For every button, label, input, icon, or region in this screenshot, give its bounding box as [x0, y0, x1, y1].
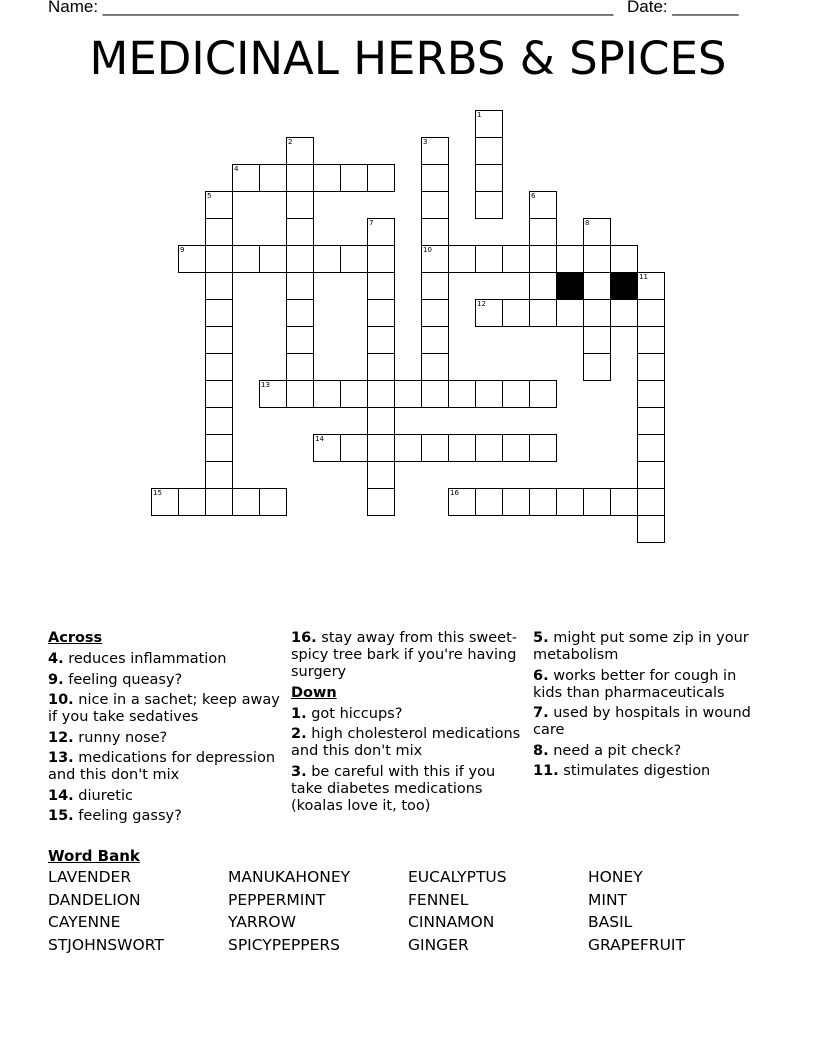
grid-cell[interactable] [286, 299, 314, 327]
grid-cell[interactable] [205, 218, 233, 246]
clue-across-16: 16. stay away from this sweet-spicy tree bark if you're having surgery [291, 630, 518, 680]
grid-cell[interactable] [583, 272, 611, 300]
word-bank-item: EUCALYPTUS [408, 868, 507, 886]
grid-cell[interactable] [637, 434, 665, 462]
word-bank-item: FENNEL [408, 890, 469, 909]
grid-cell[interactable] [232, 245, 260, 273]
word-bank-item: HONEY [588, 868, 643, 886]
grid-cell[interactable] [637, 353, 665, 381]
grid-cell[interactable] [475, 299, 503, 327]
word-bank-item: YARROW [228, 913, 296, 931]
grid-cell[interactable] [583, 326, 611, 354]
grid-cell[interactable] [556, 488, 584, 516]
clue-across-9: 9. feeling queasy? [48, 671, 183, 688]
grid-cell[interactable] [448, 245, 476, 273]
grid-cell[interactable] [286, 272, 314, 300]
grid-cell[interactable] [421, 353, 449, 381]
blocked-cell [610, 272, 638, 300]
date-field-label: Date: _______ [627, 0, 739, 16]
grid-cell[interactable] [475, 164, 503, 192]
clue-across-10: 10. nice in a sachet; keep away if you take sedatives [48, 692, 280, 725]
grid-cell[interactable] [421, 272, 449, 300]
clue-across-12: 12. runny nose? [48, 729, 168, 746]
grid-cell[interactable] [556, 245, 584, 273]
grid-cell[interactable] [448, 488, 476, 516]
grid-cell[interactable] [502, 434, 530, 462]
grid-cell[interactable] [205, 488, 233, 516]
word-bank-item: BASIL [588, 913, 633, 931]
grid-cell[interactable] [313, 434, 341, 462]
grid-cell[interactable] [286, 353, 314, 381]
grid-cell[interactable] [475, 488, 503, 516]
word-bank-item: PEPPERMINT [228, 890, 326, 909]
cell-number: 11 [639, 273, 648, 281]
word-bank-title: Word Bank [48, 847, 140, 865]
clue-column-2 [291, 630, 526, 818]
clue-down-7: 7. used by hospitals in wound care [533, 705, 751, 738]
grid-cell[interactable] [367, 434, 395, 462]
cell-number: 15 [153, 489, 162, 497]
clue-across-14: 14. diuretic [48, 787, 133, 804]
grid-cell[interactable] [367, 353, 395, 381]
grid-cell[interactable] [421, 299, 449, 327]
grid-cell[interactable] [313, 245, 341, 273]
grid-cell[interactable] [340, 245, 368, 273]
grid-cell[interactable] [475, 434, 503, 462]
grid-cell[interactable] [367, 326, 395, 354]
grid-cell[interactable] [259, 380, 287, 408]
grid-cell[interactable] [286, 164, 314, 192]
grid-cell[interactable] [637, 461, 665, 489]
page-title: MEDICINAL HERBS & SPICES [89, 32, 727, 85]
grid-cell[interactable] [259, 245, 287, 273]
grid-cell[interactable] [205, 380, 233, 408]
grid-cell[interactable] [475, 245, 503, 273]
grid-cell[interactable] [421, 164, 449, 192]
cell-number: 8 [585, 219, 590, 227]
grid-cell[interactable] [286, 380, 314, 408]
grid-cell[interactable] [313, 380, 341, 408]
cell-number: 9 [180, 246, 185, 254]
word-bank-item: GINGER [408, 935, 469, 954]
grid-cell[interactable] [394, 434, 422, 462]
grid-cell[interactable] [286, 137, 314, 165]
across-heading: Across [48, 630, 103, 646]
grid-cell[interactable] [394, 380, 422, 408]
cell-number: 6 [531, 192, 536, 200]
blocked-cell [556, 272, 584, 300]
cell-number: 16 [450, 489, 459, 497]
grid-cell[interactable] [205, 434, 233, 462]
grid-cell[interactable] [502, 245, 530, 273]
cell-number: 12 [477, 300, 486, 308]
word-bank-item: STJOHNSWORT [48, 935, 164, 954]
grid-cell[interactable] [286, 326, 314, 354]
clue-down-8: 8. need a pit check? [533, 742, 682, 759]
word-bank-item: CINNAMON [408, 913, 495, 931]
grid-cell[interactable] [583, 353, 611, 381]
grid-cell[interactable] [205, 407, 233, 435]
grid-cell[interactable] [529, 245, 557, 273]
grid-cell[interactable] [529, 488, 557, 516]
grid-cell[interactable] [367, 164, 395, 192]
cell-number: 1 [477, 111, 482, 119]
grid-cell[interactable] [178, 488, 206, 516]
grid-cell[interactable] [367, 272, 395, 300]
grid-cell[interactable] [637, 515, 665, 543]
grid-cell[interactable] [475, 137, 503, 165]
grid-cell[interactable] [421, 434, 449, 462]
grid-cell[interactable] [502, 380, 530, 408]
grid-cell[interactable] [367, 218, 395, 246]
grid-cell[interactable] [205, 326, 233, 354]
grid-cell[interactable] [232, 164, 260, 192]
grid-cell[interactable] [610, 299, 638, 327]
grid-cell[interactable] [421, 218, 449, 246]
grid-cell[interactable] [475, 191, 503, 219]
grid-cell[interactable] [583, 218, 611, 246]
cell-number: 4 [234, 165, 239, 173]
cell-number: 10 [423, 246, 432, 254]
word-bank-item: SPICYPEPPERS [228, 935, 341, 954]
grid-cell[interactable] [475, 380, 503, 408]
grid-cell[interactable] [529, 434, 557, 462]
grid-cell[interactable] [529, 380, 557, 408]
grid-cell[interactable] [340, 434, 368, 462]
cell-number: 3 [423, 138, 428, 146]
grid-cell[interactable] [151, 488, 179, 516]
grid-cell[interactable] [367, 407, 395, 435]
grid-cell[interactable] [448, 434, 476, 462]
grid-cell[interactable] [502, 488, 530, 516]
grid-cell[interactable] [529, 272, 557, 300]
clue-across-15: 15. feeling gassy? [48, 808, 182, 824]
grid-cell[interactable] [529, 299, 557, 327]
grid-cell[interactable] [529, 191, 557, 219]
grid-cell[interactable] [556, 299, 584, 327]
grid-cell[interactable] [610, 245, 638, 273]
grid-cell[interactable] [367, 488, 395, 516]
grid-cell[interactable] [259, 164, 287, 192]
grid-cell[interactable] [205, 245, 233, 273]
grid-cell[interactable] [637, 272, 665, 300]
grid-cell[interactable] [205, 299, 233, 327]
grid-cell[interactable] [529, 218, 557, 246]
word-bank-item: MINT [588, 890, 628, 909]
grid-cell[interactable] [286, 218, 314, 246]
grid-cell[interactable] [313, 164, 341, 192]
grid-cell[interactable] [583, 299, 611, 327]
grid-cell[interactable] [421, 137, 449, 165]
clue-column-1 [48, 630, 283, 829]
word-bank-item: GRAPEFRUIT [588, 935, 685, 954]
grid-cell[interactable] [286, 191, 314, 219]
grid-cell[interactable] [637, 407, 665, 435]
clue-down-2: 2. high cholesterol medications and this don't mix [291, 726, 521, 759]
grid-cell[interactable] [502, 299, 530, 327]
grid-cell[interactable] [421, 245, 449, 273]
clue-across-13: 13. medications for depression and this don't mix [48, 750, 276, 783]
grid-cell[interactable] [340, 164, 368, 192]
word-bank-item: MANUKAHONEY [228, 868, 351, 886]
grid-cell[interactable] [367, 461, 395, 489]
grid-cell[interactable] [637, 380, 665, 408]
clue-down-5: 5. might put some zip in your metabolism [533, 630, 749, 663]
grid-cell[interactable] [421, 380, 449, 408]
cell-number: 14 [315, 435, 324, 443]
grid-cell[interactable] [583, 488, 611, 516]
grid-cell[interactable] [583, 245, 611, 273]
grid-cell[interactable] [178, 245, 206, 273]
down-heading: Down [291, 684, 337, 701]
grid-cell[interactable] [637, 326, 665, 354]
grid-cell[interactable] [340, 380, 368, 408]
word-bank-item: CAYENNE [48, 913, 121, 931]
grid-cell[interactable] [205, 272, 233, 300]
grid-cell[interactable] [286, 245, 314, 273]
word-bank-item: LAVENDER [48, 868, 132, 886]
cell-number: 2 [288, 138, 293, 146]
grid-cell[interactable] [637, 488, 665, 516]
grid-cell[interactable] [205, 353, 233, 381]
grid-cell[interactable] [232, 488, 260, 516]
grid-cell[interactable] [367, 245, 395, 273]
grid-cell[interactable] [367, 299, 395, 327]
grid-cell[interactable] [421, 326, 449, 354]
cell-number: 13 [261, 381, 270, 389]
clue-across-4: 4. reduces inflammation [48, 651, 227, 667]
clue-column-3 [533, 630, 768, 784]
grid-cell[interactable] [421, 191, 449, 219]
grid-cell[interactable] [205, 191, 233, 219]
cell-number: 5 [207, 192, 212, 200]
grid-cell[interactable] [259, 488, 287, 516]
grid-cell[interactable] [610, 488, 638, 516]
grid-cell[interactable] [205, 461, 233, 489]
clue-down-1: 1. got hiccups? [291, 705, 403, 722]
grid-cell[interactable] [367, 380, 395, 408]
grid-cell[interactable] [637, 299, 665, 327]
name-field-label: Name: ______________________________________________________ [48, 0, 614, 16]
clue-down-11: 11. stimulates digestion [533, 763, 711, 779]
cell-number: 7 [369, 219, 374, 227]
grid-cell[interactable] [475, 110, 503, 138]
word-bank-item: DANDELION [48, 890, 141, 909]
grid-cell[interactable] [448, 380, 476, 408]
clue-down-3: 3. be careful with this if you take diabetes medications (koalas love it, too) [291, 763, 496, 814]
clue-down-6: 6. works better for cough in kids than pharmaceuticals [533, 667, 737, 701]
